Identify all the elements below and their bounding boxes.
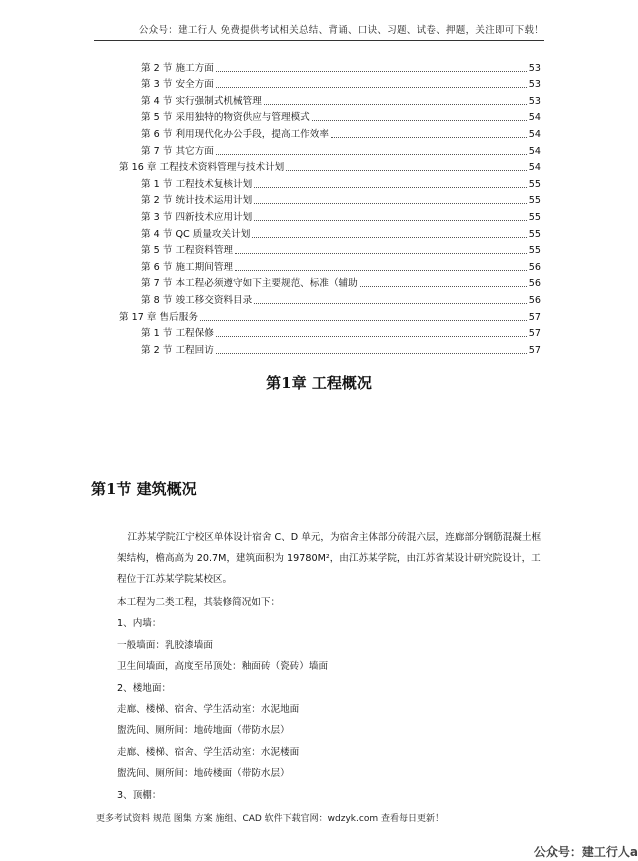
toc-entry[interactable] (119, 191, 541, 208)
toc-entry-label: 第 4 节 QC 质量攻关计划 (141, 228, 251, 240)
toc-entry-label: 第 7 节 其它方面 (141, 145, 214, 157)
toc-entry[interactable] (119, 141, 541, 158)
toc-entry-label: 第 1 节 工程保修 (141, 328, 214, 340)
table-of-contents (119, 58, 541, 357)
body-text (117, 527, 543, 806)
toc-entry[interactable] (119, 58, 541, 75)
toc-entry-page: 53 (528, 95, 541, 107)
toc-entry[interactable] (119, 124, 541, 141)
toc-entry-label: 第 3 节 四新技术应用计划 (141, 211, 253, 223)
toc-entry-page: 53 (528, 62, 541, 74)
toc-entry-page: 55 (528, 195, 541, 207)
toc-entry[interactable] (119, 174, 541, 191)
toc-entry-page: 56 (528, 278, 541, 290)
toc-entry-label: 第 5 节 工程资料管理 (141, 245, 234, 257)
toc-entry-label: 第 6 节 施工期间管理 (141, 261, 234, 273)
header-text: 公众号：建工行人 免费提供考试相关总结、背诵、口诀、习题、试卷、押题，关注即可下载！ (138, 25, 544, 36)
toc-entry-label: 第 17 章 售后服务 (119, 311, 198, 323)
toc-entry[interactable] (119, 274, 541, 291)
toc-entry-label: 第 7 节 本工程必须遵守如下主要规范、标准（辅助 (141, 278, 358, 290)
section-title: 第1节 建筑概况 (91, 480, 197, 498)
toc-entry-page: 54 (528, 128, 541, 140)
toc-leader-dots (254, 203, 527, 204)
toc-entry-label: 第 2 节 施工方面 (141, 62, 214, 74)
body-line: 盥洗间、厕所间：地砖楼面（带防水层） (117, 768, 290, 780)
body-line: 走廊、楼梯、宿舍、学生活动室：水泥楼面 (117, 746, 300, 758)
body-line: 1、内墙： (117, 618, 162, 630)
page-header (94, 22, 544, 41)
toc-entry[interactable] (119, 108, 541, 125)
intro-paragraph: 江苏某学院江宁校区单体设计宿舍 C、D 单元，为宿舍主体部分砖混六层，连廊部分钢筋混凝土框架结构，檐高高为 20.7M，建筑面积为 19780M²，由江苏某学院，由江苏省某设计研究院设计，工程位于江苏某学院某校区。 (117, 532, 542, 585)
toc-leader-dots (360, 286, 527, 287)
toc-entry[interactable] (119, 257, 541, 274)
toc-entry-label: 第 3 节 安全方面 (141, 79, 214, 91)
toc-entry-page: 56 (528, 294, 541, 306)
toc-leader-dots (235, 270, 527, 271)
toc-entry-page: 57 (528, 311, 541, 323)
toc-entry-label: 第 16 章 工程技术资料管理与技术计划 (119, 162, 285, 174)
toc-entry-page: 57 (528, 344, 541, 356)
body-line: 盥洗间、厕所间：地砖地面（带防水层） (117, 725, 290, 737)
toc-entry[interactable] (119, 207, 541, 224)
toc-leader-dots (216, 154, 527, 155)
toc-leader-dots (200, 320, 527, 321)
toc-entry-label: 第 2 节 统计技术运用计划 (141, 195, 253, 207)
watermark: 公众号：建工行人a (533, 845, 638, 859)
body-line: 走廊、楼梯、宿舍、学生活动室：水泥地面 (117, 704, 300, 716)
toc-leader-dots (286, 170, 527, 171)
toc-entry[interactable] (119, 324, 541, 341)
toc-entry-page: 55 (528, 228, 541, 240)
toc-entry-label: 第 1 节 工程技术复核计划 (141, 178, 253, 190)
toc-leader-dots (264, 104, 527, 105)
toc-entry-page: 53 (528, 79, 541, 91)
toc-leader-dots (216, 87, 527, 88)
toc-leader-dots (254, 187, 527, 188)
toc-entry-label: 第 2 节 工程回访 (141, 344, 214, 356)
body-lines (117, 592, 543, 806)
page-footer: 更多考试资料 规范 图集 方案 施组、CAD 软件下载官网：wdzyk.com 查看每日更新！ (96, 814, 444, 824)
body-line: 卫生间墙面，高度至吊顶处：釉面砖（瓷砖）墙面 (117, 661, 329, 673)
toc-leader-dots (254, 220, 527, 221)
toc-leader-dots (254, 303, 527, 304)
body-line: 一般墙面：乳胶漆墙面 (117, 639, 213, 651)
toc-entry-page: 55 (528, 245, 541, 257)
toc-entry-label: 第 8 节 竣工移交资料目录 (141, 294, 253, 306)
toc-entry[interactable] (119, 307, 541, 324)
toc-entry[interactable] (119, 340, 541, 357)
toc-entry[interactable] (119, 241, 541, 258)
toc-entry[interactable] (119, 290, 541, 307)
toc-entry-page: 56 (528, 261, 541, 273)
body-line: 2、楼地面： (117, 682, 172, 694)
toc-leader-dots (216, 71, 527, 72)
toc-entry-label: 第 5 节 采用独特的物资供应与管理模式 (141, 112, 310, 124)
toc-leader-dots (235, 253, 527, 254)
toc-leader-dots (252, 237, 526, 238)
body-line: 本工程为二类工程，其装修简况如下： (117, 597, 281, 608)
chapter-title: 第1章 工程概况 (266, 374, 372, 392)
toc-entry-page: 54 (528, 145, 541, 157)
toc-entry-page: 55 (528, 211, 541, 223)
toc-entry-page: 54 (528, 162, 541, 174)
toc-leader-dots (216, 353, 527, 354)
body-line: 3、顶棚： (117, 789, 162, 801)
toc-leader-dots (331, 137, 527, 138)
toc-leader-dots (312, 120, 527, 121)
toc-entry-label: 第 6 节 利用现代化办公手段，提高工作效率 (141, 128, 329, 140)
toc-entry[interactable] (119, 91, 541, 108)
toc-entry-page: 57 (528, 328, 541, 340)
toc-entry[interactable] (119, 224, 541, 241)
toc-entry-label: 第 4 节 实行强制式机械管理 (141, 95, 262, 107)
toc-entry[interactable] (119, 75, 541, 92)
toc-entry-page: 54 (528, 112, 541, 124)
toc-entry-page: 55 (528, 178, 541, 190)
toc-leader-dots (216, 336, 527, 337)
toc-entry[interactable] (119, 158, 541, 175)
